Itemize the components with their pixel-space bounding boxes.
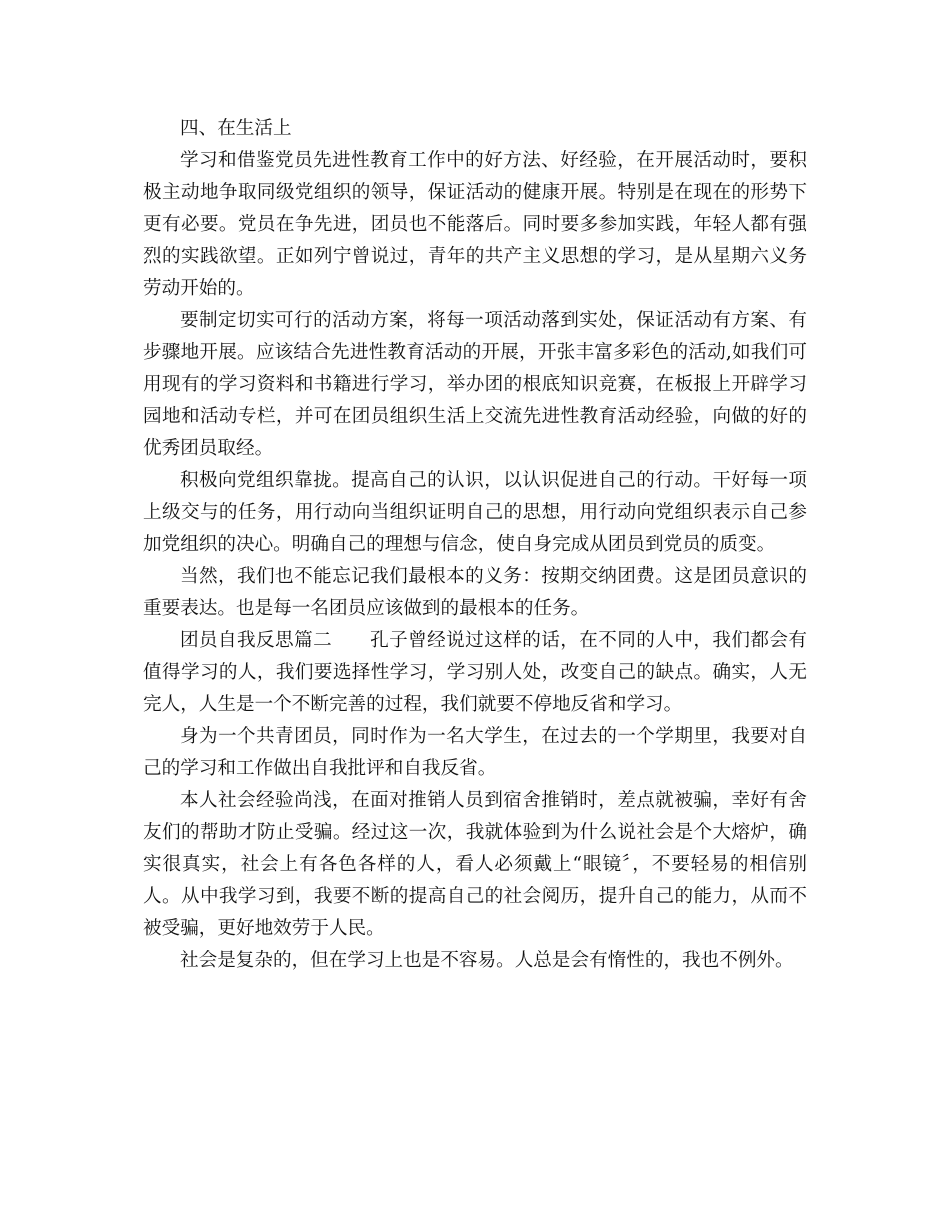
paragraph-7: 本人社会经验尚浅，在面对推销人员到宿舍推销时，差点就被骗，幸好有舍友们的帮助才防止受骗。经过这一次，我就体验到为什么说社会是个大熔炉，确实很真实，社会上有各色各样的人，看人必须戴上“眼镜〞，不要轻易的相信别人。从中我学习到，我要不断的提高自己的社会阅历，提升自己的能力，从而不被受骗，更好地效劳于人民。 bbox=[143, 790, 807, 939]
paragraph-4: 当然，我们也不能忘记我们最根本的义务：按期交纳团费。这是团员意识的重要表达。也是每一名团员应该做到的最根本的任务。 bbox=[143, 566, 807, 619]
document-body bbox=[143, 113, 807, 977]
paragraph-5: 团员自我反思篇二 孔子曾经说过这样的话，在不同的人中，我们都会有值得学习的人，我们要选择性学习，学习别人处，改变自己的缺点。确实，人无完人，人生是一个不断完善的过程，我们就要不停地反省和学习。 bbox=[143, 630, 807, 715]
paragraph-8: 社会是复杂的，但在学习上也是不容易。人总是会有惰性的，我也不例外。 bbox=[180, 950, 794, 971]
paragraph-1: 学习和借鉴党员先进性教育工作中的好方法、好经验，在开展活动时，要积极主动地争取同级党组织的领导，保证活动的健康开展。特别是在现在的形势下更有必要。党员在争先进，团员也不能落后。同时要多参加实践，年轻人都有强烈的实践欲望。正如列宁曾说过，青年的共产主义思想的学习，是从星期六义务劳动开始的。 bbox=[143, 150, 807, 299]
paragraph-6: 身为一个共青团员，同时作为一名大学生，在过去的一个学期里，我要对自己的学习和工作做出自我批评和自我反省。 bbox=[143, 726, 807, 779]
paragraph-3: 积极向党组织靠拢。提高自己的认识，以认识促进自己的行动。干好每一项上级交与的任务，用行动向当组织证明自己的思想，用行动向党组织表示自己参加党组织的决心。明确自己的理想与信念，使自身完成从团员到党员的质变。 bbox=[143, 470, 807, 555]
section-heading: 四、在生活上 bbox=[180, 118, 292, 139]
paragraph-2: 要制定切实可行的活动方案，将每一项活动落到实处，保证活动有方案、有步骤地开展。应该结合先进性教育活动的开展，开张丰富多彩色的活动,如我们可用现有的学习资料和书籍进行学习，举办团的根底知识竞赛，在板报上开辟学习园地和活动专栏，并可在团员组织生活上交流先进性教育活动经验，向做的好的优秀团员取经。 bbox=[143, 310, 807, 459]
